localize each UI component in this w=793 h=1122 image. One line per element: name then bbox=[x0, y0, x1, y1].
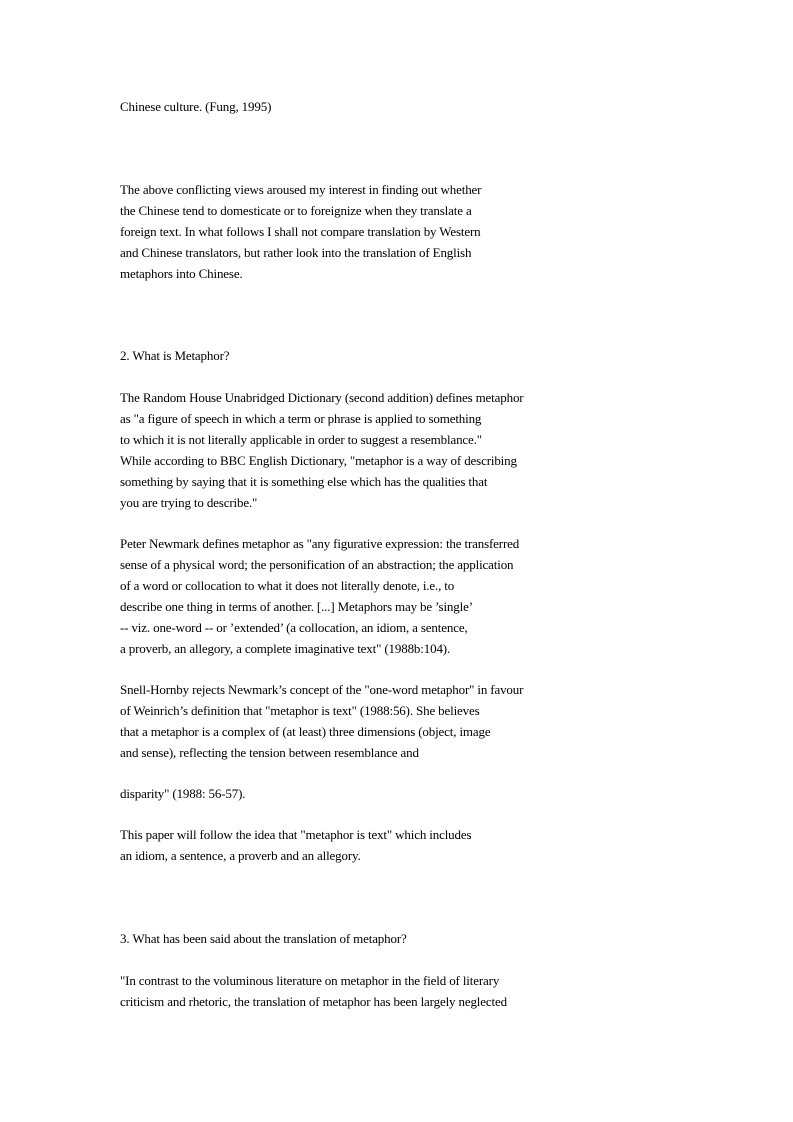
text-line: metaphors into Chinese. bbox=[120, 266, 243, 281]
text-line: Snell-Hornby rejects Newmark’s concept of the "one-word metaphor" in favour bbox=[120, 682, 524, 697]
text-line: criticism and rhetoric, the translation of metaphor has been largely neglected bbox=[120, 994, 507, 1009]
text-line: something by saying that it is something else which has the qualities that bbox=[120, 474, 488, 489]
text-line: a proverb, an allegory, a complete imaginative text" (1988b:104). bbox=[120, 641, 451, 656]
text-line: and Chinese translators, but rather look into the translation of English bbox=[120, 245, 472, 260]
text-line: Chinese culture. (Fung, 1995) bbox=[120, 99, 272, 114]
text-line: as "a figure of speech in which a term or phrase is applied to something bbox=[120, 411, 482, 426]
text-line: This paper will follow the idea that "metaphor is text" which includes bbox=[120, 827, 472, 842]
text-line: disparity" (1988: 56-57). bbox=[120, 786, 246, 801]
text-line: foreign text. In what follows I shall not compare translation by Western bbox=[120, 224, 481, 239]
text-line: Peter Newmark defines metaphor as "any figurative expression: the transferred bbox=[120, 536, 520, 551]
text-line: that a metaphor is a complex of (at least) three dimensions (object, image bbox=[120, 724, 491, 739]
text-line: The above conflicting views aroused my interest in finding out whether bbox=[120, 182, 482, 197]
text-line: -- viz. one-word -- or ’extended’ (a collocation, an idiom, a sentence, bbox=[120, 620, 468, 635]
section-heading: 2. What is Metaphor? bbox=[120, 348, 230, 363]
text-line: to which it is not literally applicable in order to suggest a resemblance." bbox=[120, 432, 482, 447]
text-line: of a word or collocation to what it does not literally denote, i.e., to bbox=[120, 578, 455, 593]
text-line: "In contrast to the voluminous literature on metaphor in the field of literary bbox=[120, 973, 500, 988]
text-line: describe one thing in terms of another. [...] Metaphors may be ’single’ bbox=[120, 599, 473, 614]
text-line: and sense), reflecting the tension between resemblance and bbox=[120, 745, 419, 760]
text-line: of Weinrich’s definition that "metaphor is text" (1988:56). She believes bbox=[120, 703, 480, 718]
text-line: the Chinese tend to domesticate or to foreignize when they translate a bbox=[120, 203, 472, 218]
text-line: an idiom, a sentence, a proverb and an allegory. bbox=[120, 848, 361, 863]
text-line: While according to BBC English Dictionary, "metaphor is a way of describing bbox=[120, 453, 517, 468]
section-heading: 3. What has been said about the translation of metaphor? bbox=[120, 931, 407, 946]
text-line: The Random House Unabridged Dictionary (second addition) defines metaphor bbox=[120, 390, 524, 405]
text-line: sense of a physical word; the personification of an abstraction; the application bbox=[120, 557, 514, 572]
text-line: you are trying to describe." bbox=[120, 495, 258, 510]
